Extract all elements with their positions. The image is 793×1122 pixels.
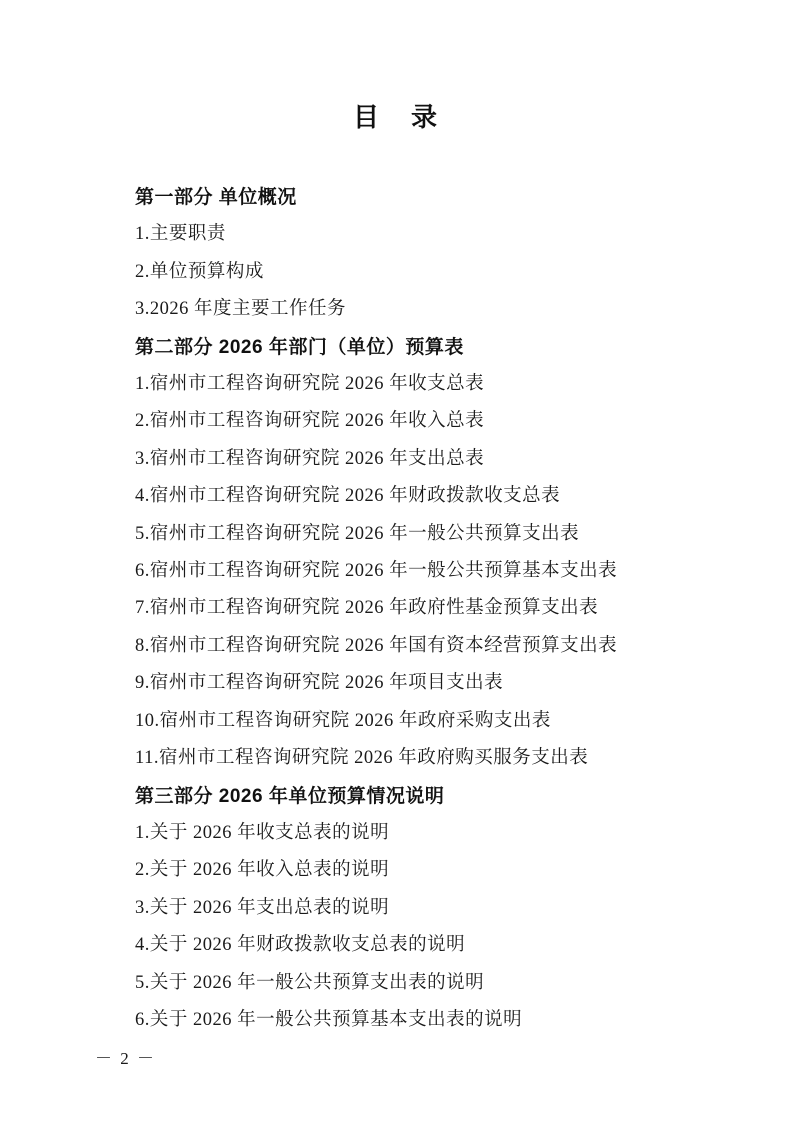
toc-item: 2.关于 2026 年收入总表的说明 [135, 860, 390, 881]
toc-section-heading-2: 第二部分 2026 年部门（单位）预算表 [135, 336, 464, 358]
toc-item: 4.宿州市工程咨询研究院 2026 年财政拨款收支总表 [135, 486, 561, 507]
page-title: 目 录 [352, 102, 440, 132]
toc-item: 1.宿州市工程咨询研究院 2026 年收支总表 [135, 374, 485, 395]
toc [135, 179, 735, 1039]
toc-item: 4.关于 2026 年财政拨款收支总表的说明 [135, 935, 466, 956]
toc-item: 3.宿州市工程咨询研究院 2026 年支出总表 [135, 448, 485, 469]
toc-section-heading-1: 第一部分 单位概况 [135, 187, 297, 208]
toc-item: 8.宿州市工程咨询研究院 2026 年国有资本经营预算支出表 [135, 635, 618, 656]
toc-item: 10.宿州市工程咨询研究院 2026 年政府采购支出表 [135, 710, 551, 731]
toc-item: 2.单位预算构成 [135, 261, 264, 282]
toc-item: 3.2026 年度主要工作任务 [135, 299, 347, 320]
toc-item: 9.宿州市工程咨询研究院 2026 年项目支出表 [135, 673, 504, 694]
toc-item: 5.关于 2026 年一般公共预算支出表的说明 [135, 972, 485, 993]
toc-item: 1.主要职责 [135, 224, 226, 245]
toc-item: 7.宿州市工程咨询研究院 2026 年政府性基金预算支出表 [135, 598, 599, 619]
page-number: － 2 － [95, 1049, 156, 1068]
toc-item: 1.关于 2026 年收支总表的说明 [135, 822, 390, 843]
toc-item: 6.关于 2026 年一般公共预算基本支出表的说明 [135, 1009, 523, 1030]
toc-item: 3.关于 2026 年支出总表的说明 [135, 897, 390, 918]
toc-section-heading-3: 第三部分 2026 年单位预算情况说明 [135, 785, 445, 807]
toc-item: 6.宿州市工程咨询研究院 2026 年一般公共预算基本支出表 [135, 561, 618, 582]
toc-item: 11.宿州市工程咨询研究院 2026 年政府购买服务支出表 [135, 748, 589, 769]
toc-item: 2.宿州市工程咨询研究院 2026 年收入总表 [135, 411, 485, 432]
toc-item: 5.宿州市工程咨询研究院 2026 年一般公共预算支出表 [135, 523, 580, 544]
